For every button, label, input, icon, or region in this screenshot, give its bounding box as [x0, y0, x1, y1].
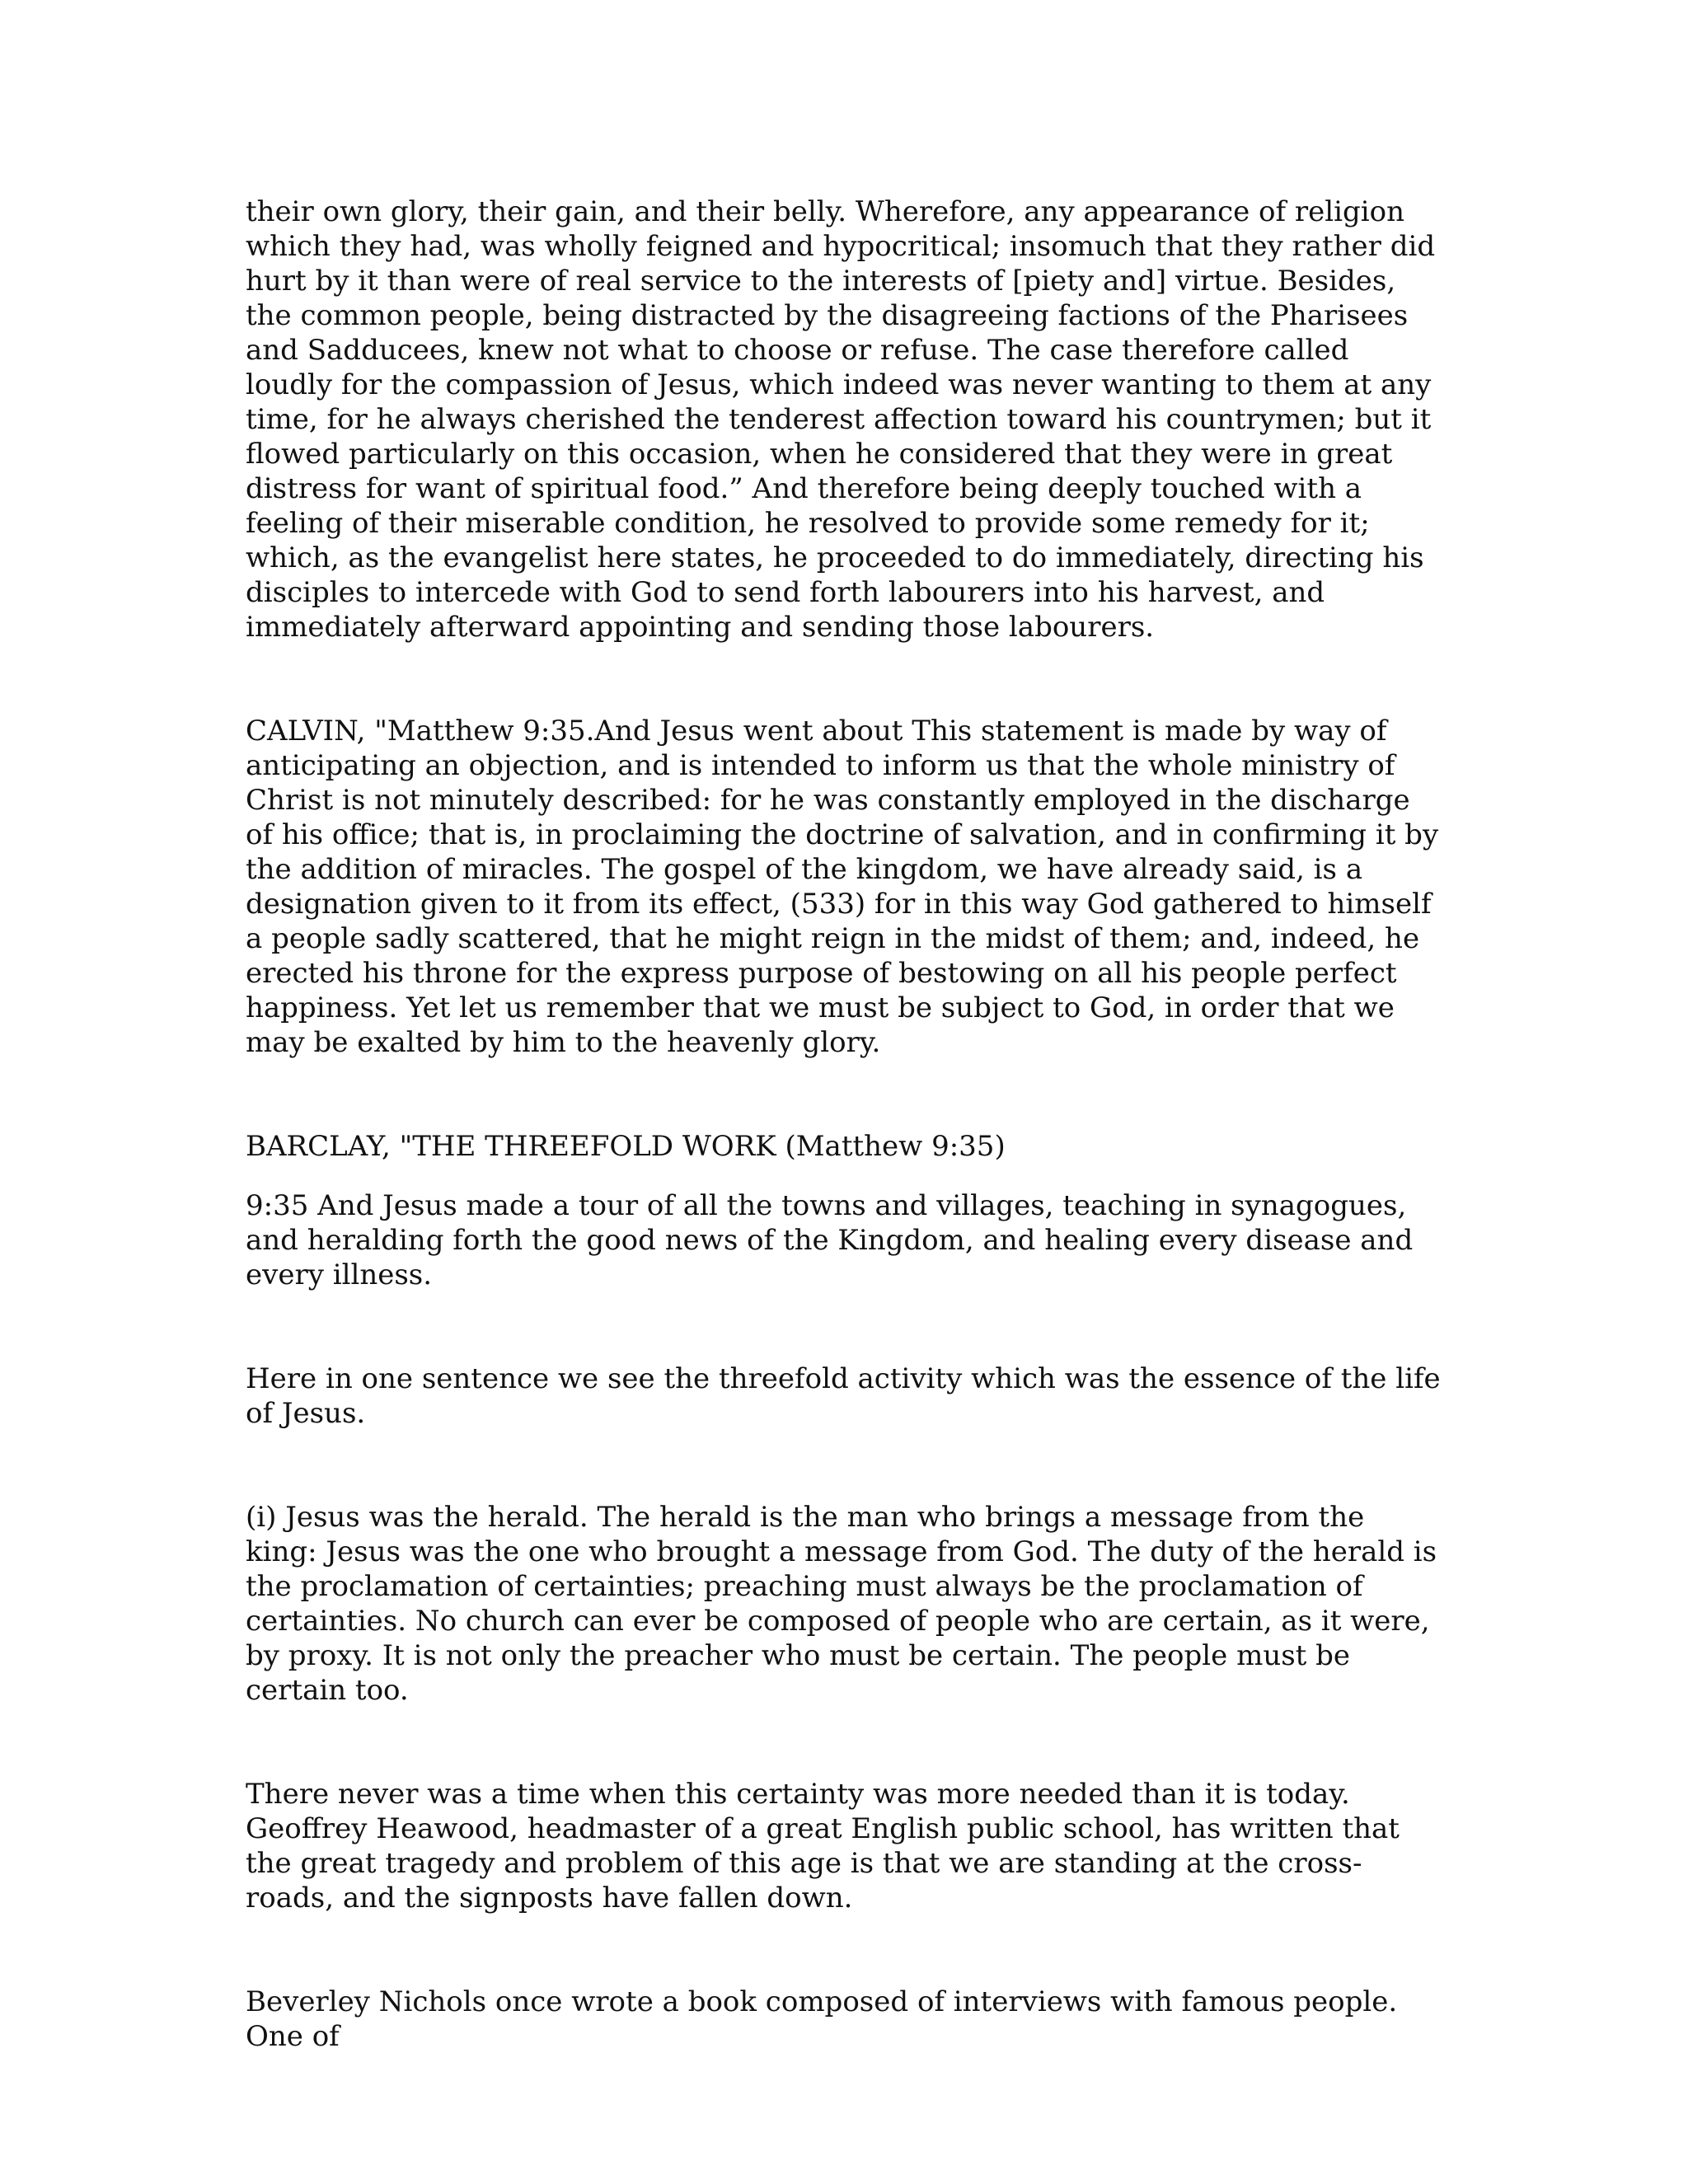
paragraph-certainty: There never was a time when this certainty was more needed than it is today. Geoffrey Heawood, headmaster of a great English public school, has written that the great tragedy and problem of this age is that we are standing at the cross-roads, and the signposts have fallen down.: [246, 1778, 1400, 1915]
paragraph-henry-continuation: their own glory, their gain, and their belly. Wherefore, any appearance of religion which they had, was wholly feigned and hypocritical; insomuch that they rather did hurt by it than were of real service to the interests of [piety and] virtue. Besides, the common people, being distracted by the disagreeing factions of the Pharisees and Sadducees, knew not what to choose or refuse. The case therefore called loudly for the compassion of Jesus, which indeed was never wanting to them at any time, for he always cherished the tenderest affection toward his countrymen; but it flowed particularly on this occasion, when he considered that they were in great distress for want of spiritual food.” And therefore being deeply touched with a feeling of their miserable condition, he resolved to provide some remedy for it; which, as the evangelist here states, he proceeded to do immediately, directing his disciples to intercede with God to send forth labourers into his harvest, and immediately afterward appointing and sending those labourers.: [246, 195, 1436, 644]
paragraph-herald: (i) Jesus was the herald. The herald is the man who brings a message from the king: Jesus was the one who brought a message from God. The duty of the herald is the proclamation of certainties; preaching must always be the proclamation of certainties. No church can ever be composed of people who are certain, as it were, by proxy. It is not only the preacher who must be certain. The people must be certain too.: [246, 1501, 1437, 1707]
paragraph-beverley-nichols: Beverley Nichols once wrote a book composed of interviews with famous people. One of: [246, 1985, 1398, 2053]
paragraph-threefold-intro: Here in one sentence we see the threefold activity which was the essence of the life of Jesus.: [246, 1362, 1441, 1430]
text-column: [246, 194, 1441, 2054]
paragraph-calvin-commentary: CALVIN, "Matthew 9:35.And Jesus went about This statement is made by way of anticipating an objection, and is intended to inform us that the whole ministry of Christ is not minutely described: for he was constantly employed in the discharge of his office; that is, in proclaiming the doctrine of salvation, and in confirming it by the addition of miracles. The gospel of the kingdom, we have already said, is a designation given to it from its effect, (533) for in this way God gathered to himself a people sadly scattered, that he might reign in the midst of them; and, indeed, he erected his throne for the express purpose of bestowing on all his people perfect happiness. Yet let us remember that we must be subject to God, in order that we may be exalted by him to the heavenly glory.: [246, 715, 1439, 1059]
paragraph-scripture-verse: 9:35 And Jesus made a tour of all the towns and villages, teaching in synagogues, and heralding forth the good news of the Kingdom, and healing every disease and every illness.: [246, 1189, 1414, 1291]
paragraph-barclay-heading: BARCLAY, "THE THREEFOLD WORK (Matthew 9:35): [246, 1130, 1006, 1163]
